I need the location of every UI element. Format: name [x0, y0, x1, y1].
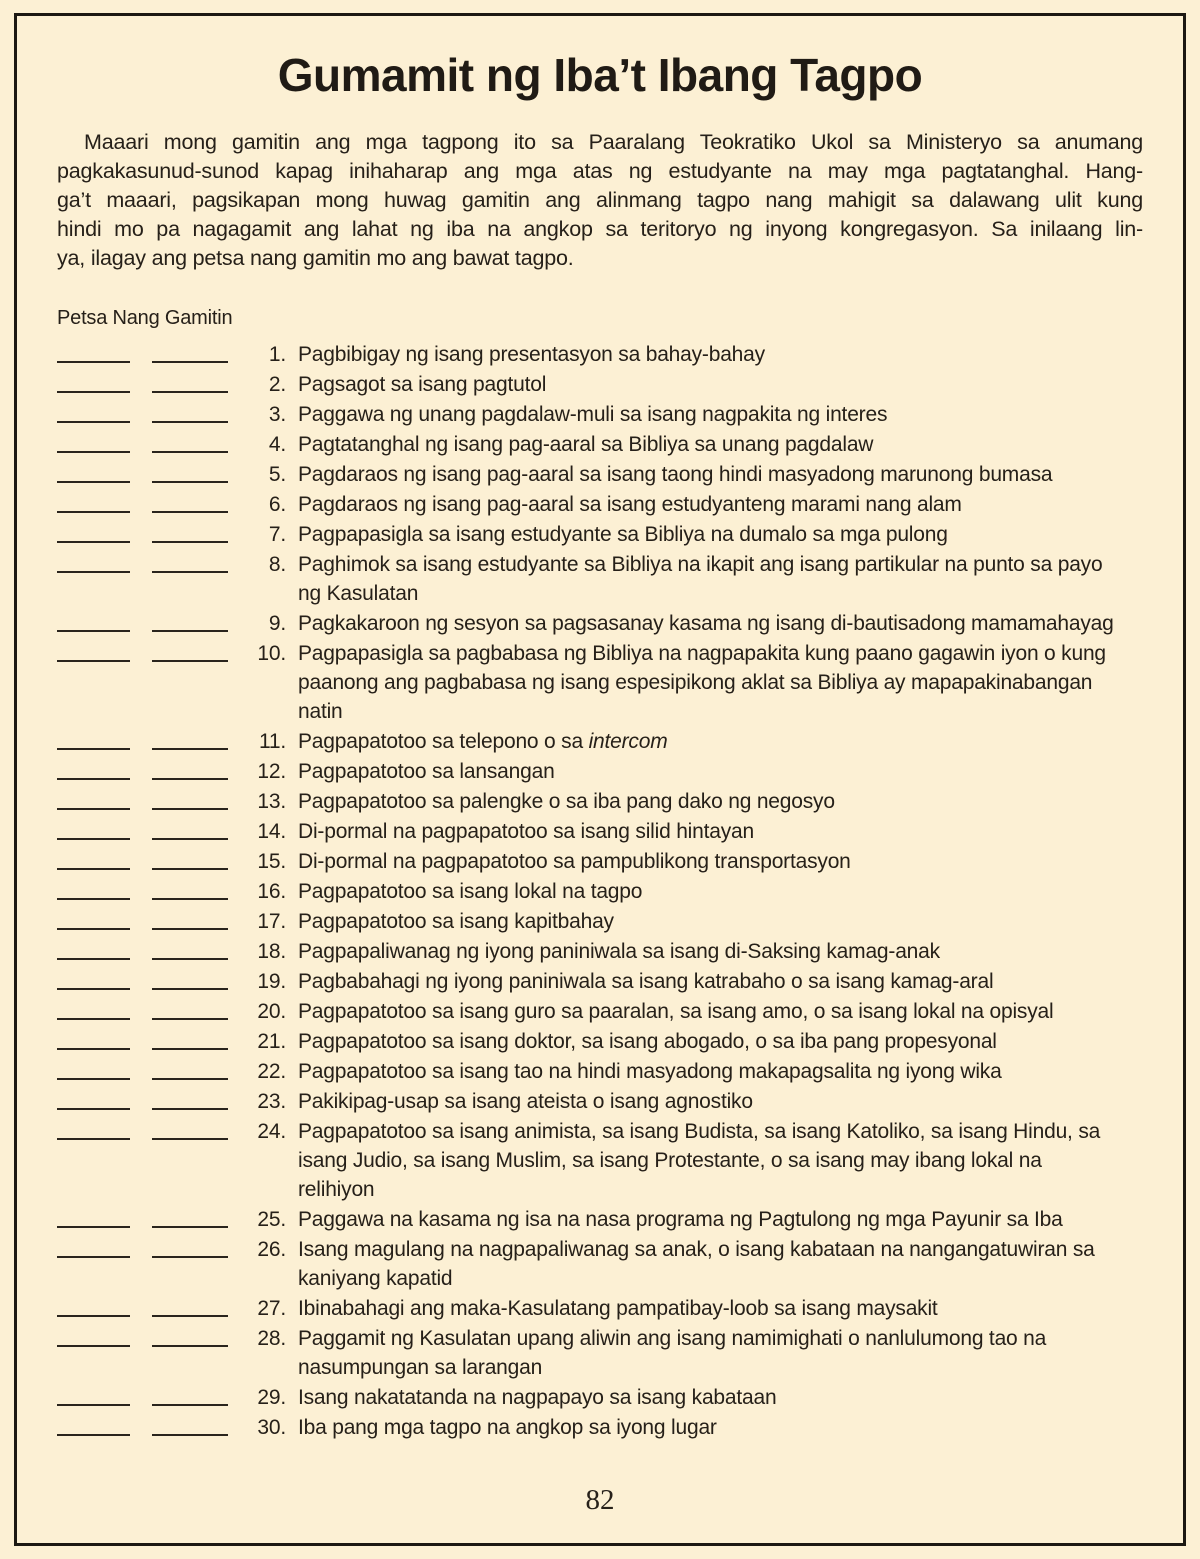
item-text: Pagpapatotoo sa isang lokal na tagpo	[298, 880, 643, 903]
date-fill-line-second[interactable]	[152, 370, 228, 393]
date-fill-line-first[interactable]	[57, 787, 130, 810]
item-number: 16.	[257, 880, 286, 903]
item-number: 10.	[257, 642, 286, 665]
item-text: Pakikipag-usap sa isang ateista o isang agnostiko	[298, 1090, 753, 1113]
date-fill-line-second[interactable]	[152, 727, 228, 750]
item-text: Pagpapatotoo sa palengke o sa iba pang dako ng negosyo	[298, 790, 835, 813]
date-column-label: Petsa Nang Gamitin	[57, 307, 233, 329]
item-text: Pagpapatotoo sa isang guro sa paaralan, sa isang amo, o sa isang lokal na opisyal	[298, 1000, 1054, 1023]
item-text: Pagbibigay ng isang presentasyon sa bahay-bahay	[298, 343, 765, 366]
date-fill-line-second[interactable]	[152, 430, 228, 453]
list-item	[57, 1235, 1143, 1293]
date-fill-line-second[interactable]	[152, 847, 228, 870]
item-number: 11.	[258, 730, 286, 753]
item-number: 12.	[257, 760, 286, 783]
list-item	[57, 1027, 1143, 1056]
item-number: 30.	[257, 1416, 286, 1439]
list-item	[57, 430, 1143, 459]
date-fill-line-first[interactable]	[57, 1057, 130, 1080]
date-fill-line-second[interactable]	[152, 967, 228, 990]
item-number: 8.	[268, 553, 286, 576]
date-fill-line-first[interactable]	[57, 1235, 130, 1258]
scene-list	[57, 340, 1143, 1442]
item-text: Paggawa na kasama ng isa na nasa programa ng Pagtulong ng mga Payunir sa Iba	[298, 1208, 1063, 1231]
item-text: Pagsagot sa isang pagtutol	[298, 373, 547, 396]
date-fill-line-first[interactable]	[57, 609, 130, 632]
item-text: Pagpapatotoo sa lansangan	[298, 760, 555, 783]
date-fill-line-second[interactable]	[152, 757, 228, 780]
item-text: Pagdaraos ng isang pag-aaral sa isang estudyanteng marami nang alam	[298, 493, 962, 516]
item-number: 15.	[257, 850, 286, 873]
date-fill-line-first[interactable]	[57, 460, 130, 483]
list-item	[57, 460, 1143, 489]
item-number: 23.	[257, 1090, 286, 1113]
date-fill-line-first[interactable]	[57, 1205, 130, 1228]
date-fill-line-second[interactable]	[152, 1294, 228, 1317]
date-fill-line-first[interactable]	[57, 907, 130, 930]
date-fill-line-first[interactable]	[57, 847, 130, 870]
item-text: Pagpapatotoo sa isang doktor, sa isang abogado, o sa iba pang propesyonal	[298, 1030, 997, 1053]
item-number: 1.	[268, 343, 286, 366]
list-item	[57, 370, 1143, 399]
item-number: 20.	[257, 1000, 286, 1023]
date-fill-line-first[interactable]	[57, 520, 130, 543]
date-fill-line-first[interactable]	[57, 757, 130, 780]
date-fill-line-first[interactable]	[57, 490, 130, 513]
list-item	[57, 490, 1143, 519]
list-item	[57, 937, 1143, 966]
date-fill-line-second[interactable]	[152, 1057, 228, 1080]
list-item	[57, 1294, 1143, 1323]
item-text: Pagpapatotoo sa telepono o sa intercom	[298, 730, 668, 753]
date-fill-line-first[interactable]	[57, 370, 130, 393]
date-fill-line-second[interactable]	[152, 520, 228, 543]
list-item	[57, 1413, 1143, 1442]
list-item	[57, 340, 1143, 369]
list-item	[57, 1324, 1143, 1382]
list-item	[57, 967, 1143, 996]
page-number: 82	[585, 1484, 615, 1516]
date-fill-line-first[interactable]	[57, 997, 130, 1020]
item-number: 7.	[268, 523, 286, 546]
item-text: Pagpapasigla sa pagbabasa ng Bibliya na nagpapakita kung paano gagawin iyon o kung paanong ang pagbabasa ng isang espesipikong aklat sa Bibliya ay mapapakinabangan natin	[298, 642, 1106, 723]
item-number: 4.	[268, 433, 286, 456]
date-fill-line-second[interactable]	[152, 787, 228, 810]
date-fill-line-second[interactable]	[152, 937, 228, 960]
list-item	[57, 877, 1143, 906]
list-item	[57, 997, 1143, 1026]
date-fill-line-first[interactable]	[57, 877, 130, 900]
date-fill-line-second[interactable]	[152, 400, 228, 423]
item-number: 24.	[257, 1120, 286, 1143]
item-number: 2.	[268, 373, 286, 396]
list-item	[57, 727, 1143, 756]
item-number: 9.	[268, 612, 286, 635]
list-item	[57, 400, 1143, 429]
item-number: 14.	[257, 820, 286, 843]
item-text: Paggawa ng unang pagdalaw-muli sa isang nagpakita ng interes	[298, 403, 888, 426]
item-number: 28.	[257, 1327, 286, 1350]
date-fill-line-second[interactable]	[152, 490, 228, 513]
date-fill-line-second[interactable]	[152, 997, 228, 1020]
date-fill-line-first[interactable]	[57, 1413, 130, 1436]
item-text: Di-pormal na pagpapatotoo sa pampublikong transportasyon	[298, 850, 851, 873]
date-fill-line-second[interactable]	[152, 877, 228, 900]
date-fill-line-second[interactable]	[152, 1027, 228, 1050]
item-number: 21.	[257, 1030, 286, 1053]
intro-line: hindi mo pa nagagamit ang lahat ng iba na angkop sa teritoryo ng inyong kongregasyon. Sa inilaang lin-	[57, 217, 1143, 241]
item-number: 22.	[257, 1060, 286, 1083]
date-fill-line-second[interactable]	[152, 460, 228, 483]
list-item	[57, 520, 1143, 549]
date-fill-line-first[interactable]	[57, 430, 130, 453]
date-fill-line-first[interactable]	[57, 1294, 130, 1317]
list-item	[57, 1057, 1143, 1086]
list-item	[57, 757, 1143, 786]
intro-line: ga’t maaari, pagsikapan mong huwag gamitin ang alinmang tagpo nang mahigit sa dalawang ulit kung	[57, 188, 1143, 212]
intro-paragraph	[57, 128, 1143, 273]
item-number: 5.	[268, 463, 286, 486]
item-number: 13.	[257, 790, 286, 813]
date-fill-line-first[interactable]	[57, 727, 130, 750]
date-fill-line-first[interactable]	[57, 639, 130, 662]
item-text: Di-pormal na pagpapatotoo sa isang silid hintayan	[298, 820, 754, 843]
date-fill-line-first[interactable]	[57, 937, 130, 960]
date-fill-line-first[interactable]	[57, 1027, 130, 1050]
date-fill-line-first[interactable]	[57, 1324, 130, 1347]
date-fill-line-second[interactable]	[152, 609, 228, 632]
item-text: Pagpapasigla sa isang estudyante sa Bibliya na dumalo sa mga pulong	[298, 523, 948, 546]
date-fill-line-first[interactable]	[57, 1087, 130, 1110]
item-text: Pagpapatotoo sa isang animista, sa isang Budista, sa isang Katoliko, sa isang Hindu, sa isang Judio, sa isang Muslim, sa isang Protestante, o sa isang may ibang lokal na relihiyon	[298, 1120, 1101, 1201]
item-number: 27.	[257, 1297, 286, 1320]
date-fill-line-second[interactable]	[152, 1413, 228, 1436]
list-item	[57, 1383, 1143, 1412]
item-number: 19.	[257, 970, 286, 993]
date-fill-line-second[interactable]	[152, 639, 228, 662]
list-item	[57, 609, 1143, 638]
item-number: 26.	[257, 1238, 286, 1261]
page-title: Gumamit ng Iba’t Ibang Tagpo	[277, 49, 923, 101]
date-fill-line-second[interactable]	[152, 1205, 228, 1228]
list-item	[57, 847, 1143, 876]
item-text: Isang nakatatanda na nagpapayo sa isang kabataan	[298, 1386, 777, 1409]
item-text: Pagpapatotoo sa isang tao na hindi masyadong makapagsalita ng iyong wika	[298, 1060, 1002, 1083]
list-item	[57, 1087, 1143, 1116]
date-fill-line-second[interactable]	[152, 1383, 228, 1406]
list-item	[57, 817, 1143, 846]
item-text: Pagkakaroon ng sesyon sa pagsasanay kasama ng isang di-bautisadong mamamahayag	[298, 612, 1114, 635]
date-fill-line-second[interactable]	[152, 1324, 228, 1347]
date-fill-line-first[interactable]	[57, 1117, 130, 1140]
item-text: Iba pang mga tagpo na angkop sa iyong lugar	[298, 1416, 717, 1439]
list-item	[57, 550, 1143, 608]
date-fill-line-second[interactable]	[152, 1117, 228, 1140]
date-fill-line-second[interactable]	[152, 1087, 228, 1110]
date-fill-line-first[interactable]	[57, 817, 130, 840]
intro-line: Maaari mong gamitin ang mga tagpong ito sa Paaralang Teokratiko Ukol sa Ministeryo sa anumang	[84, 130, 1143, 154]
date-fill-line-second[interactable]	[152, 340, 228, 363]
date-fill-line-second[interactable]	[152, 550, 228, 573]
date-fill-line-first[interactable]	[57, 550, 130, 573]
item-text: Ibinabahagi ang maka-Kasulatang pampatibay-loob sa isang maysakit	[298, 1297, 938, 1320]
item-number: 25.	[257, 1208, 286, 1231]
intro-line: pagkakasunud-sunod kapag inihaharap ang mga atas ng estudyante na may mga pagtatanghal. Hang-	[57, 159, 1143, 183]
item-number: 3.	[268, 403, 286, 426]
item-text: Paghimok sa isang estudyante sa Bibliya na ikapit ang isang partikular na punto sa payo ng Kasulatan	[298, 553, 1103, 605]
item-text: Pagpapatotoo sa isang kapitbahay	[298, 910, 614, 933]
date-fill-line-first[interactable]	[57, 400, 130, 423]
item-text: Pagtatanghal ng isang pag-aaral sa Bibliya sa unang pagdalaw	[298, 433, 874, 456]
date-fill-line-first[interactable]	[57, 1383, 130, 1406]
item-text: Pagpapaliwanag ng iyong paniniwala sa isang di-Saksing kamag-anak	[298, 940, 940, 963]
list-item	[57, 907, 1143, 936]
list-item	[57, 787, 1143, 816]
list-item	[57, 639, 1143, 726]
date-fill-line-second[interactable]	[152, 1235, 228, 1258]
list-item	[57, 1117, 1143, 1204]
item-number: 6.	[268, 493, 286, 516]
item-number: 18.	[257, 940, 286, 963]
date-fill-line-first[interactable]	[57, 967, 130, 990]
item-text: Isang magulang na nagpapaliwanag sa anak, o isang kabataan na nangangatuwiran sa kaniyang kapatid	[298, 1238, 1095, 1290]
list-item	[57, 1205, 1143, 1234]
date-fill-line-first[interactable]	[57, 340, 130, 363]
date-fill-line-second[interactable]	[152, 907, 228, 930]
item-text: Pagbabahagi ng iyong paniniwala sa isang katrabaho o sa isang kamag-aral	[298, 970, 994, 993]
date-fill-line-second[interactable]	[152, 817, 228, 840]
item-number: 29.	[257, 1386, 286, 1409]
intro-line: ya, ilagay ang petsa nang gamitin mo ang bawat tagpo.	[57, 246, 574, 270]
item-number: 17.	[257, 910, 286, 933]
item-text: Paggamit ng Kasulatan upang aliwin ang isang namimighati o nanlulumong tao na nasumpungan sa larangan	[298, 1327, 1047, 1379]
item-text: Pagdaraos ng isang pag-aaral sa isang taong hindi masyadong marunong bumasa	[298, 463, 1053, 486]
